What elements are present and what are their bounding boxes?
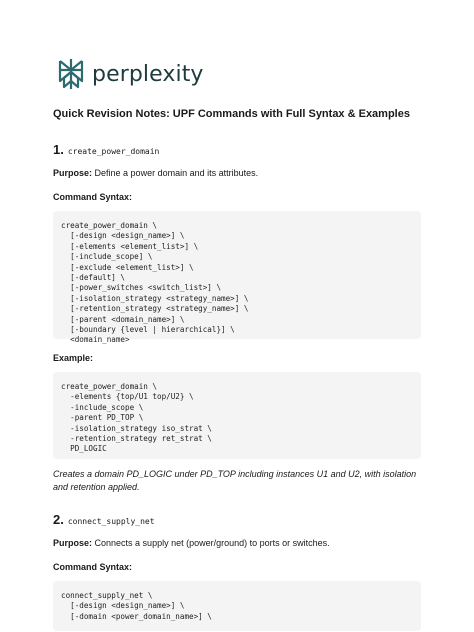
purpose-text: Define a power domain and its attributes.: [94, 168, 259, 178]
syntax-code-block[interactable]: create_power_domain \ [-design <design_name>] \ [-elements <element_list>] \ [-include_scope] \ [-exclude <element_list>] \ [-default] \ [-power_switches <switch_list>] \ [-isolation_strategy <strategy_name>] \ [-retention_strategy <strategy_name>] \ [-parent <domain_name>] \ [-boundary {level | hierarchical}] \ <domain_name>: [53, 211, 421, 339]
purpose-label: Purpose:: [53, 538, 93, 548]
section-command: create_power_domain: [67, 147, 160, 156]
section-heading: [53, 512, 421, 527]
example-note: Creates a domain PD_LOGIC under PD_TOP including instances U1 and U2, with isolation and retention applied.: [53, 469, 417, 492]
purpose-label: Purpose:: [53, 168, 93, 178]
section-number: 2.: [53, 512, 64, 527]
example-label: Example:: [53, 353, 94, 363]
command-syntax-label: Command Syntax:: [53, 192, 133, 202]
section-number: 1.: [53, 142, 64, 157]
purpose-line: [53, 167, 421, 179]
section-heading: [53, 142, 421, 157]
syntax-code-block[interactable]: connect_supply_net \ [-design <design_name>] \ [-domain <power_domain_name>] \: [53, 581, 421, 631]
document-body: [53, 107, 421, 631]
command-syntax-label: Command Syntax:: [53, 562, 133, 572]
purpose-text: Connects a supply net (power/ground) to ports or switches.: [94, 538, 330, 548]
brand-logo: [56, 56, 204, 92]
page-title: Quick Revision Notes: UPF Commands with Full Syntax & Examples: [53, 108, 410, 120]
section-command: connect_supply_net: [67, 517, 155, 526]
brand-name: perplexity: [92, 61, 204, 87]
example-code-block[interactable]: create_power_domain \ -elements {top/U1 top/U2} \ -include_scope \ -parent PD_TOP \ -isolation_strategy iso_strat \ -retention_strategy ret_strat \ PD_LOGIC: [53, 372, 421, 459]
purpose-line: [53, 537, 421, 549]
perplexity-logo-icon: [56, 57, 86, 91]
